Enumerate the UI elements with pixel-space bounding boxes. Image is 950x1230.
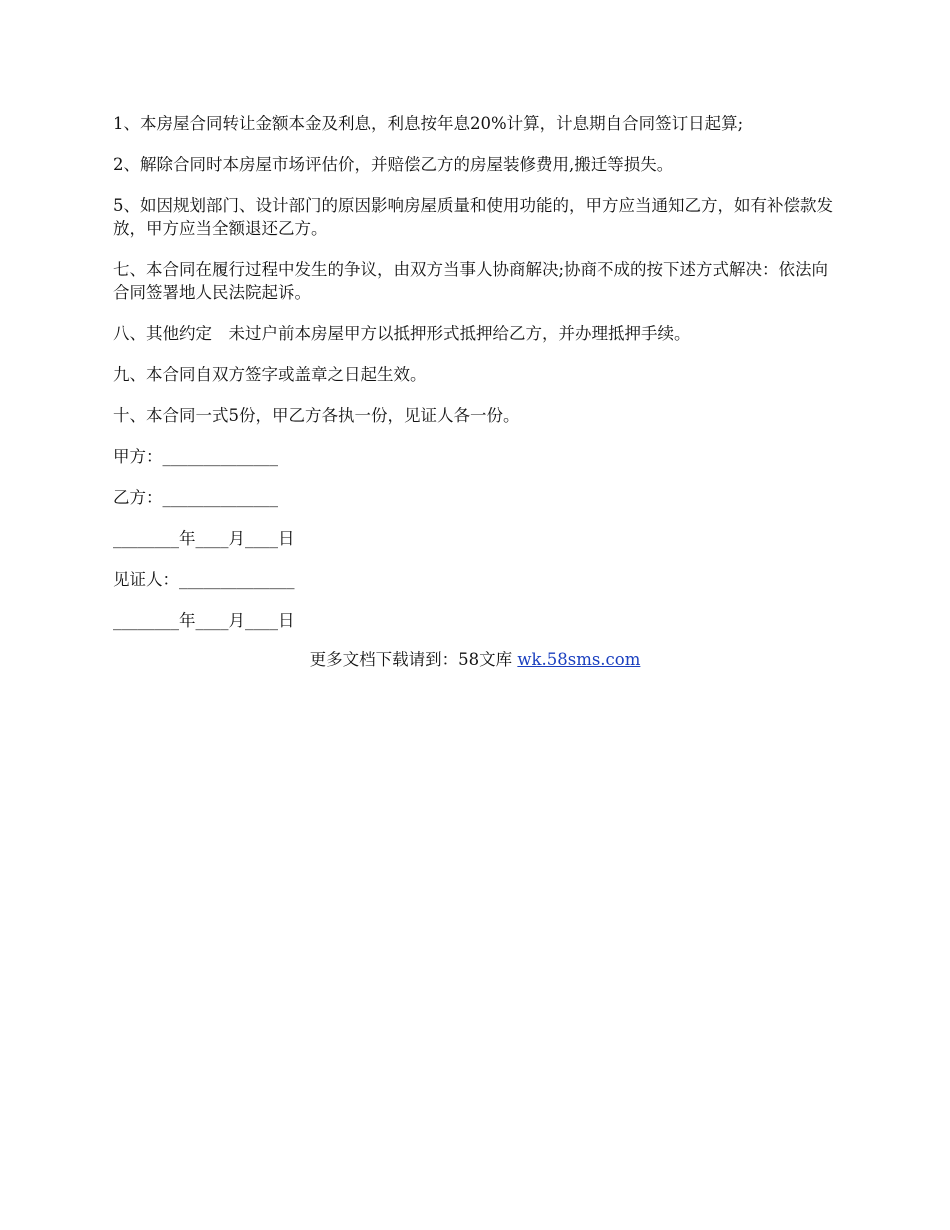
footer-link[interactable]: wk.58sms.com — [517, 650, 641, 669]
party-b-signature-line: 乙方：______________ — [113, 488, 278, 507]
clause-10: 十、本合同一式5份，甲乙方各执一份，见证人各一份。 — [113, 406, 520, 425]
clause-5: 5、如因规划部门、设计部门的原因影响房屋质量和使用功能的，甲方应当通知乙方，如有补偿款发放，甲方应当全额退还乙方。 — [113, 196, 833, 238]
date-line-2: ________年____月____日 — [113, 611, 295, 630]
clause-8: 八、其他约定 未过户前本房屋甲方以抵押形式抵押给乙方，并办理抵押手续。 — [113, 324, 691, 343]
witness-signature-line: 见证人：______________ — [113, 570, 295, 589]
party-a-signature-line: 甲方：______________ — [113, 447, 278, 466]
date-line-1: ________年____月____日 — [113, 529, 295, 548]
document-body — [113, 112, 833, 650]
download-footer — [0, 648, 950, 671]
clause-9: 九、本合同自双方签字或盖章之日起生效。 — [113, 365, 427, 384]
clause-2: 2、解除合同时本房屋市场评估价，并赔偿乙方的房屋装修费用,搬迁等损失。 — [113, 155, 674, 174]
clause-1: 1、本房屋合同转让金额本金及利息，利息按年息20%计算，计息期自合同签订日起算; — [113, 114, 744, 133]
footer-text: 更多文档下载请到：58文库 — [309, 650, 513, 669]
clause-7: 七、本合同在履行过程中发生的争议，由双方当事人协商解决;协商不成的按下述方式解决：依法向合同签署地人民法院起诉。 — [113, 260, 829, 302]
